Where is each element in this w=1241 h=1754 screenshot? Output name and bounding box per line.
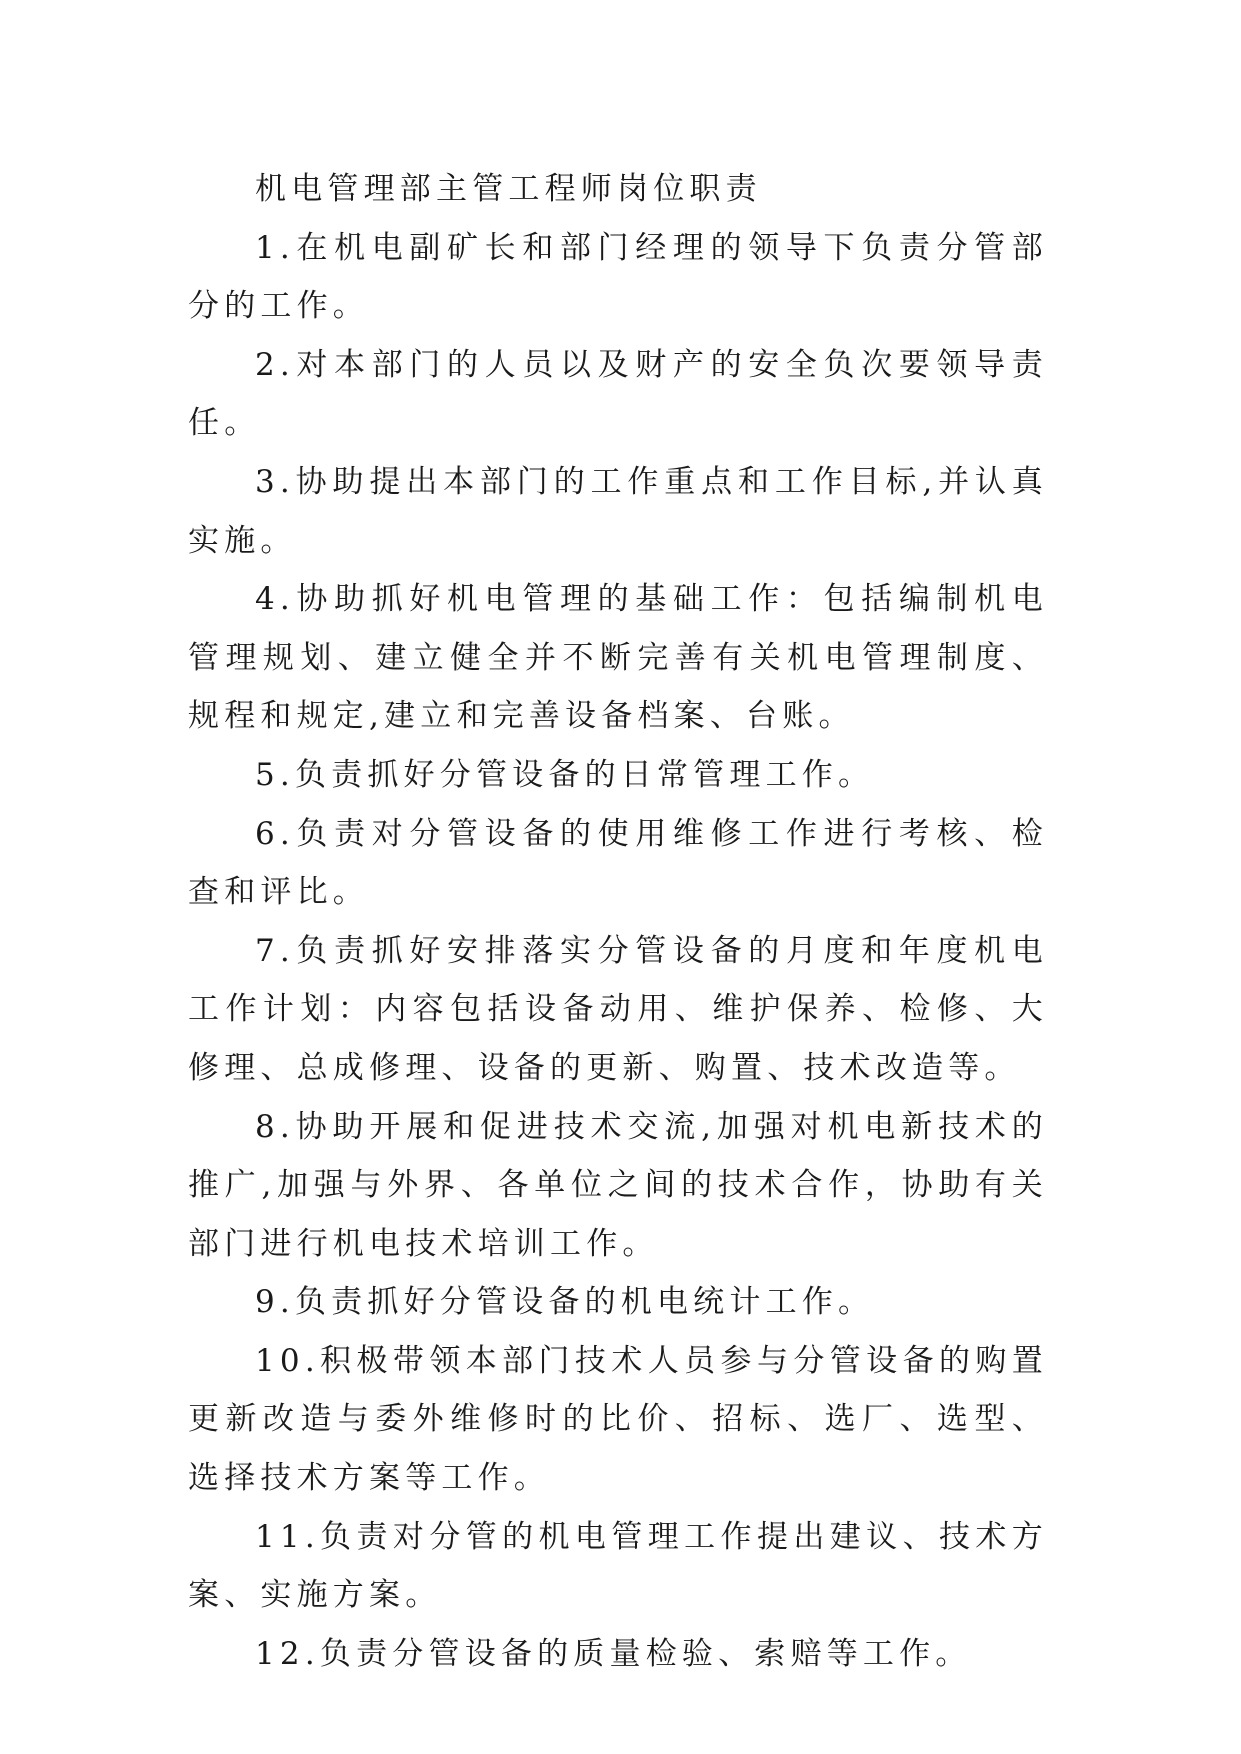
duty-item-4: 4.协助抓好机电管理的基础工作：包括编制机电管理规划、建立健全并不断完善有关机电管理制度、规程和规定,建立和完善设备档案、台账。 [188,581,1048,735]
duty-item-8: 8.协助开展和促进技术交流,加强对机电新技术的推广,加强与外界、各单位之间的技术合作，协助有关部门进行机电技术培训工作。 [188,1108,1048,1262]
duty-item-2: 2.对本部门的人员以及财产的安全负次要领导责任。 [188,346,1048,442]
duty-item-7: 7.负责抓好安排落实分管设备的月度和年度机电工作计划：内容包括设备动用、维护保养、检修、大修理、总成修理、设备的更新、购置、技术改造等。 [188,932,1048,1086]
duty-item-9: 9.负责抓好分管设备的机电统计工作。 [255,1284,875,1321]
duty-item-6: 6.负责对分管设备的使用维修工作进行考核、检查和评比。 [188,815,1048,911]
document-body [188,160,1048,1683]
duty-item-10: 10.积极带领本部门技术人员参与分管设备的购置更新改造与委外维修时的比价、招标、选厂、选型、选择技术方案等工作。 [188,1342,1048,1497]
duty-item-11: 11.负责对分管的机电管理工作提出建议、技术方案、实施方案。 [188,1518,1048,1614]
document-title: 机电管理部主管工程师岗位职责 [255,171,762,207]
duty-item-5: 5.负责抓好分管设备的日常管理工作。 [255,756,875,793]
duty-item-12: 12.负责分管设备的质量检验、索赔等工作。 [255,1635,972,1672]
duty-item-1: 1.在机电副矿长和部门经理的领导下负责分管部分的工作。 [188,229,1048,325]
duty-item-3: 3.协助提出本部门的工作重点和工作目标,并认真实施。 [188,463,1048,559]
